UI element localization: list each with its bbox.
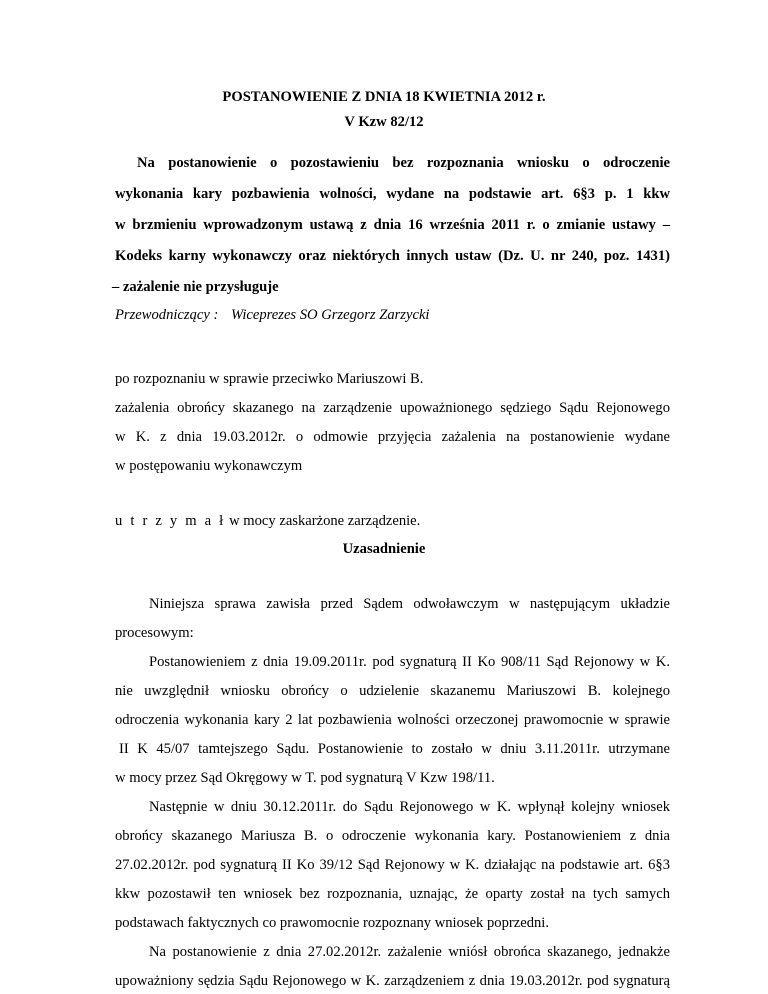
justification-line: 27.02.2012r. pod sygnaturą II Ko 39/12 Sąd Rejonowy w K. działając na podstawie art. 6§3 [115, 857, 670, 873]
chair-label: Przewodniczący : [115, 307, 219, 323]
justification-line: obrońcy skazanego Mariusza B. o odroczenie wykonania kary. Postanowieniem z dnia [115, 828, 670, 844]
case-line: zażalenia obrońcy skazanego na zarządzenie upoważnionego sędziego Sądu Rejonowego [115, 400, 670, 416]
justification-line: kkw pozostawił ten wniosek bez rozpoznania, uznając, że oparty został na tych samych [115, 886, 670, 902]
justification-line: Następnie w dniu 30.12.2011r. do Sądu Rejonowego w K. wpłynął kolejny wniosek [149, 799, 670, 815]
case-line: w postępowaniu wykonawczym [115, 458, 303, 474]
justification-line: upoważniony sędzia Sądu Rejonowego w K. zarządzeniem z dnia 19.03.2012r. pod sygnaturą [115, 973, 670, 989]
justification-line: II K 45/07 tamtejszego Sądu. Postanowienie to zostało w dniu 3.11.2011r. utrzymane [119, 741, 670, 757]
justification-line: nie uwzględnił wniosku obrońcy o udzielenie skazanemu Mariuszowi B. kolejnego [115, 683, 670, 699]
ruling-rest: w mocy zaskarżone zarządzenie. [229, 513, 421, 529]
thesis-line: Kodeks karny wykonawczy oraz niektórych innych ustaw (Dz. U. nr 240, poz. 1431) [115, 248, 670, 264]
case-signature: V Kzw 82/12 [344, 114, 424, 130]
thesis-line: Na postanowienie o pozostawieniu bez rozpoznania wniosku o odroczenie [137, 155, 670, 171]
chair-name: Wiceprezes SO Grzegorz Zarzycki [231, 307, 430, 323]
thesis-line: – zażalenie nie przysługuje [112, 279, 279, 295]
document-title: POSTANOWIENIE Z DNIA 18 KWIETNIA 2012 r. [222, 89, 546, 105]
justification-line: Niniejsza sprawa zawisła przed Sądem odwoławczym w następującym układzie [149, 596, 670, 612]
thesis-line: wykonania kary pozbawienia wolności, wydane na podstawie art. 6§3 p. 1 kkw [115, 186, 670, 202]
case-line: po rozpoznaniu w sprawie przeciwko Mariuszowi B. [115, 371, 424, 387]
justification-line: odroczenia wykonania kary 2 lat pozbawienia wolności orzeczonej prawomocnie w sprawie [115, 712, 670, 728]
case-line: w K. z dnia 19.03.2012r. o odmowie przyjęcia zażalenia na postanowienie wydane [115, 429, 670, 445]
justification-line: w mocy przez Sąd Okręgowy w T. pod sygnaturą V Kzw 198/11. [115, 770, 495, 786]
ruling-verb: u t r z y m a ł [115, 513, 226, 529]
justification-heading: Uzasadnienie [342, 541, 426, 557]
justification-line: Na postanowienie z dnia 27.02.2012r. zażalenie wniósł obrońca skazanego, jednakże [149, 944, 670, 960]
ruling-line [115, 512, 670, 530]
justification-line: podstawach faktycznych co prawomocnie rozpoznany wniosek poprzedni. [115, 915, 550, 931]
thesis-line: w brzmieniu wprowadzonym ustawą z dnia 16 września 2011 r. o zmianie ustawy – [115, 217, 670, 233]
justification-line: Postanowieniem z dnia 19.09.2011r. pod sygnaturą II Ko 908/11 Sąd Rejonowy w K. [149, 654, 670, 670]
justification-line: procesowym: [115, 625, 194, 641]
